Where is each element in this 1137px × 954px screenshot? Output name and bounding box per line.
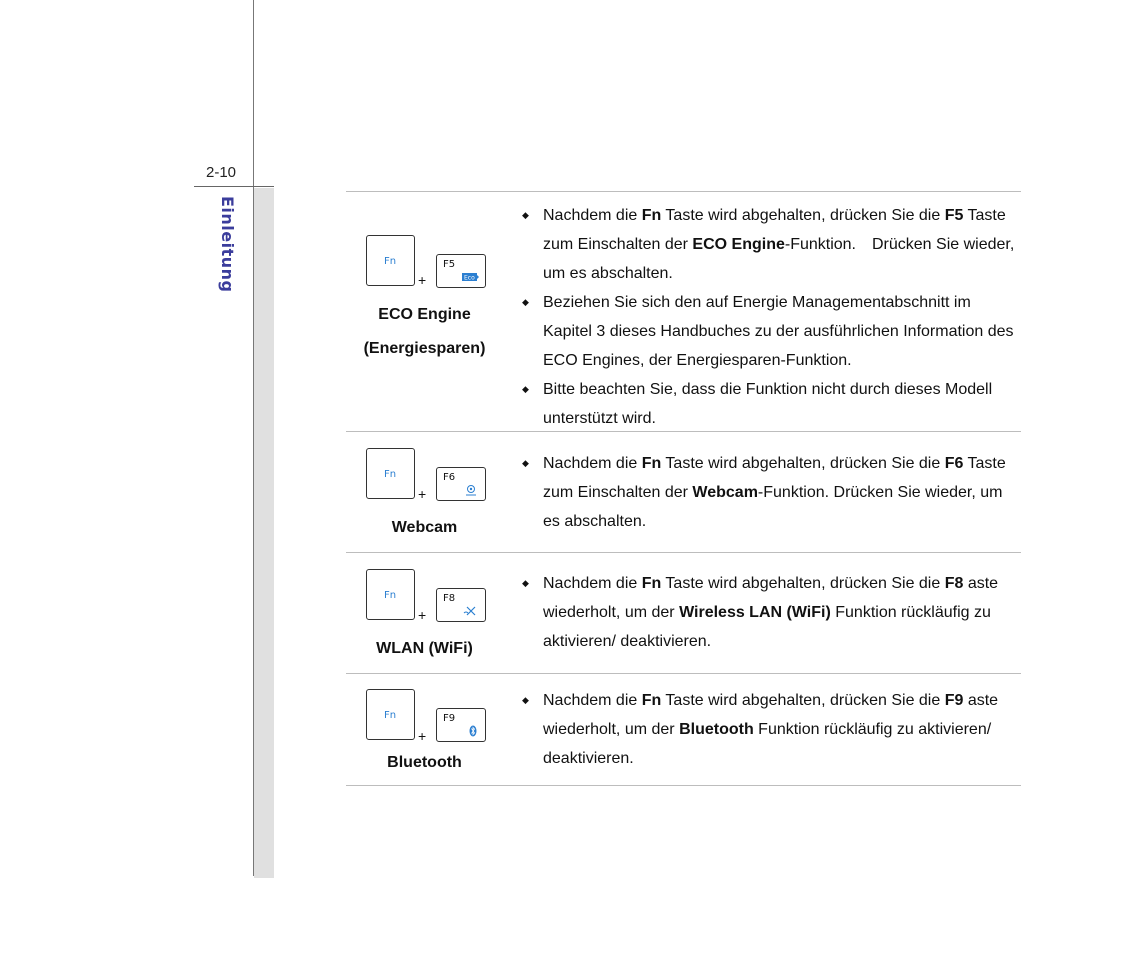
fn-key-label: Fn [384,710,397,721]
section-title: Einleitung [218,196,237,293]
bullet-item: ◆ Nachdem die Fn Taste wird abgehalten, drücken Sie die F9 aste wiederholt, um der Bluetooth Funktion rückläufig zu aktivieren/ deaktivieren. [522,692,999,767]
plus-sign: + [418,486,427,502]
bullet-item: ◆ Bitte beachten Sie, dass die Funktion nicht durch dieses Modell unterstützt wird. [522,381,993,427]
hotkey-row-webcam [346,431,1021,552]
plus-sign: + [418,272,427,288]
f-key-label: F6 [443,472,456,483]
description [522,201,1016,433]
fn-key [366,689,415,740]
hotkey-row-wlan [346,552,1021,673]
bullet-item: ◆ Nachdem die Fn Taste wird abgehalten, drücken Sie die F5 Taste zum Einschalten der ECO Engine-Funktion. Drücken Sie wieder, um es abschalten. [522,207,1015,282]
description [522,686,1016,773]
f-key-label: F9 [443,713,456,724]
description [522,449,1016,536]
bullet-item: ◆ Nachdem die Fn Taste wird abgehalten, drücken Sie die F8 aste wiederholt, um der Wireless LAN (WiFi) Funktion rückläufig zu aktivieren/ deaktivieren. [522,575,999,650]
eco-icon-text: Eco [464,274,475,282]
description [522,569,1016,656]
webcam-icon [461,484,479,496]
f6-key [436,467,486,501]
f5-key [436,254,486,288]
hotkey-row-bluetooth [346,673,1021,786]
fn-key-label: Fn [384,256,397,267]
hotkey-caption: ECO Engine [378,306,471,323]
bullet-item: ◆ Nachdem die Fn Taste wird abgehalten, drücken Sie die F6 Taste zum Einschalten der Webcam-Funktion. Drücken Sie wieder, um es abschalten. [522,455,1006,530]
section-tab-band [254,188,274,878]
plus-sign: + [418,728,427,744]
f-key-label: F5 [443,259,456,270]
fn-key [366,448,415,499]
hotkey-caption: Webcam [391,519,458,536]
bluetooth-icon [461,725,479,737]
eco-icon [461,271,479,283]
fn-key-label: Fn [384,469,397,480]
hotkey-caption-sub: (Energiesparen) [363,340,486,357]
f9-key [436,708,486,742]
fn-key [366,569,415,620]
bullet-item: ◆ Beziehen Sie sich den auf Energie Managementabschnitt im Kapitel 3 dieses Handbuches zu der ausführlichen Information des ECO Engines, der Energiesparen-Funktion. [522,294,1014,369]
fn-key-label: Fn [384,590,397,601]
hotkey-caption: Bluetooth [387,754,462,771]
hotkey-row-eco [346,191,1021,432]
fn-key [366,235,415,286]
page-number: 2-10 [206,164,237,181]
f-key-label: F8 [443,593,456,604]
hotkey-caption: WLAN (WiFi) [376,640,473,657]
wlan-icon [461,605,479,617]
f8-key [436,588,486,622]
plus-sign: + [418,607,427,623]
page-number-underline [194,186,274,187]
